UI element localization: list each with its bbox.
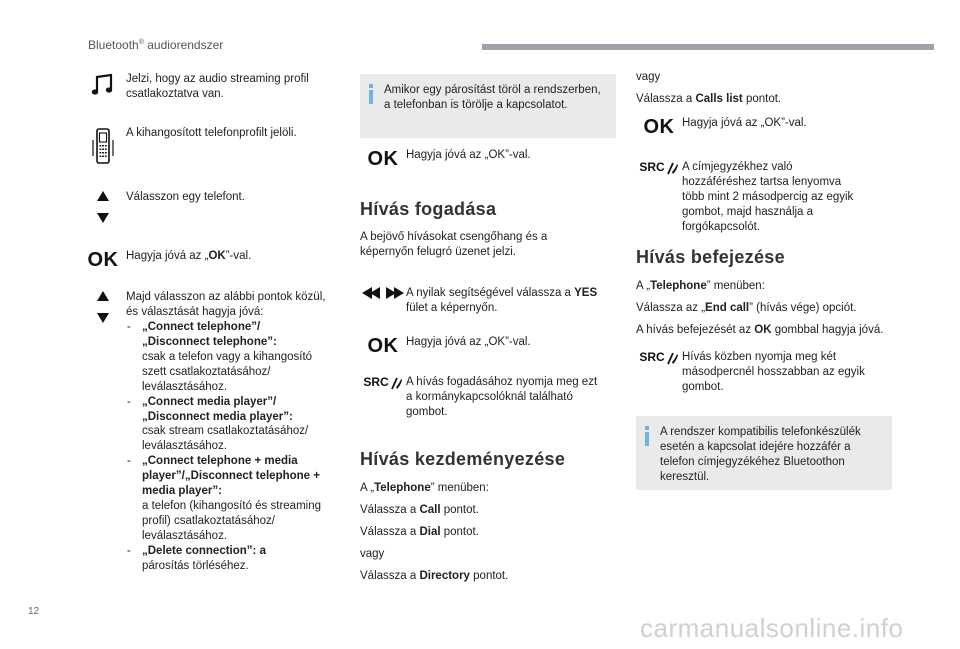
end-ok-pre: A hívás befejezését az: [636, 324, 755, 336]
info-icon: [368, 84, 374, 104]
src-row-2: [636, 160, 896, 235]
confirm-text: [126, 247, 336, 264]
arrows-yes: YES: [574, 287, 598, 299]
opt4-desc: párosítás törléséhez.: [142, 559, 249, 572]
receive-paragraph: A bejövő hívásokat csengőhang és a képernyőn felugró üzenet jelzi.: [360, 231, 548, 258]
dir-pre: Válassza a: [360, 570, 420, 582]
confirm-text: Hagyja jóvá az „OK”-val.: [406, 149, 531, 161]
watermark: carmanualsonline.info: [640, 613, 904, 643]
opt3-desc: a telefon (kihangosító és streaming profil) csatlakoztatásához/ leválasztásához.: [142, 500, 321, 542]
header-title: Bluetooth: [88, 38, 139, 52]
src-phone-icon: [360, 375, 406, 391]
end-post: ” (hívás vége) opciót.: [749, 302, 857, 314]
opt2-alt: „Disconnect media player”:: [142, 410, 293, 423]
confirm-text: Hagyja jóvá az „OK”-val.: [406, 336, 531, 348]
list-item: [126, 454, 326, 544]
confirm-row-2: [360, 146, 620, 172]
select-row: [80, 190, 350, 224]
dial-line: [360, 525, 479, 540]
end-bold: End call: [705, 302, 750, 314]
src-phone-icon: [636, 160, 682, 176]
opt1-title: „Connect telephone”/: [142, 320, 261, 333]
confirm-ok: OK: [208, 250, 226, 262]
src-phone-icon: [636, 350, 682, 366]
directory-line: [360, 569, 508, 584]
heading-end-call: Hívás befejezése: [636, 247, 785, 267]
info-box-pairing: [360, 74, 616, 138]
ok-label: OK: [87, 249, 119, 271]
ok-button-icon: [80, 247, 126, 273]
end-pre: Válassza az „: [636, 302, 706, 314]
arrows-pre: A nyilak segítségével válassza a: [406, 287, 575, 299]
arrows-row: [360, 286, 620, 316]
heading-start-call: Hívás kezdeményezése: [360, 449, 566, 469]
info-text: A rendszer kompatibilis telefonkészülék esetén a kapcsolat idejére hozzáfér a telefon címjegyzékéhez Bluetoothon keresztül.: [660, 426, 861, 483]
menu-telephone: Telephone: [650, 280, 707, 292]
ok-label: OK: [367, 148, 399, 170]
end-call-line: [636, 301, 857, 316]
menu-pre: A „: [636, 280, 651, 292]
dir-post: pontot.: [469, 570, 509, 582]
src-text: A hívás fogadásához nyomja meg ezt a kormánykapcsolóknál található gombot.: [406, 376, 598, 418]
ok-button-icon: [636, 114, 682, 140]
calls-pre: Válassza a: [636, 93, 696, 105]
src-text: A címjegyzékhez való hozzáféréshez tartsa lenyomva több mint 2 másodpercig az egyik gombot, majd használja a forgókapcsolót.: [682, 161, 854, 233]
menu-line: [360, 481, 489, 496]
dir-bold: Directory: [419, 570, 470, 582]
menu-telephone: Telephone: [374, 482, 431, 494]
ok-label: OK: [367, 335, 399, 357]
ok-label: OK: [643, 116, 675, 138]
up-down-arrows-icon: [80, 290, 126, 324]
call-bold: Call: [419, 504, 441, 516]
src-label: SRC: [363, 375, 389, 389]
options-block: [126, 290, 326, 574]
end-ok-line: [636, 323, 883, 338]
page-number: 12: [28, 606, 40, 617]
music-row: [80, 72, 350, 102]
phone-row: [80, 126, 350, 166]
confirm-row-1: [80, 247, 350, 273]
registered-mark: ®: [138, 39, 144, 46]
confirm-pre: Hagyja jóvá az „: [126, 250, 209, 262]
call-post: pontot.: [440, 504, 479, 516]
src-label: SRC: [639, 350, 665, 364]
call-pre: Válassza a: [360, 504, 420, 516]
dial-pre: Válassza a: [360, 526, 420, 538]
opt4-title: „Delete connection”: a: [142, 544, 266, 557]
options-list: [126, 320, 326, 574]
mobile-phone-icon: [80, 126, 126, 166]
phone-text: A kihangosított telefonprofilt jelöli.: [126, 127, 297, 139]
header-rule: [482, 44, 934, 50]
ok-button-icon: [360, 146, 406, 172]
list-item: [126, 544, 326, 574]
menu-post: ” menüben:: [706, 280, 765, 292]
end-ok-post: gombbal hagyja jóvá.: [771, 324, 884, 336]
info-box-phonebook: [636, 416, 892, 490]
confirm-post: ”-val.: [225, 250, 252, 262]
call-line: [360, 503, 479, 518]
confirm-row-3: [360, 333, 620, 359]
src-row-3: [636, 350, 896, 395]
menu-pre: A „: [360, 482, 375, 494]
calls-post: pontot.: [742, 93, 782, 105]
opt1-desc: csak a telefon vagy a kihangosító szett csatlakoztatásához/ leválasztásához.: [142, 350, 313, 393]
opt2-title: „Connect media player”/: [142, 395, 277, 408]
calls-bold: Calls list: [695, 93, 743, 105]
list-item: [126, 395, 326, 455]
ok-button-icon: [360, 333, 406, 359]
arrows-text: [406, 286, 606, 316]
menu-line-2: [636, 279, 765, 294]
menu-post: ” menüben:: [430, 482, 489, 494]
arrows-post: fület a képernyőn.: [406, 301, 498, 314]
dial-bold: Dial: [419, 526, 441, 538]
choose-intro: Majd válasszon az alábbi pontok közül, és választását hagyja jóvá:: [126, 291, 326, 318]
src-text: Hívás közben nyomja meg két másodpercnél hosszabban az egyik gombot.: [682, 351, 865, 393]
info-icon: [644, 426, 650, 446]
dial-post: pontot.: [440, 526, 479, 538]
music-text: Jelzi, hogy az audio streaming profil csatlakoztatva van.: [126, 73, 309, 100]
section-header: [88, 38, 223, 54]
music-note-icon: [80, 72, 126, 98]
select-text: Válasszon egy telefont.: [126, 191, 245, 203]
src-row-1: [360, 375, 620, 420]
or-line-2: vagy: [636, 71, 661, 83]
end-ok-bold: OK: [754, 324, 772, 336]
info-text: Amikor egy párosítást töröl a rendszerben, a telefonban is törölje a kapcsolatot.: [384, 84, 601, 111]
confirm-row-4: [636, 114, 896, 140]
left-right-arrows-icon: [360, 286, 406, 300]
list-item: [126, 320, 326, 395]
options-row: [80, 290, 350, 574]
calls-list-line: [636, 92, 781, 107]
opt1-alt: „Disconnect telephone”:: [142, 335, 277, 348]
or-line: vagy: [360, 548, 385, 560]
up-down-arrows-icon: [80, 190, 126, 224]
opt3-title: „Connect telephone + media player”/„Disconnect telephone + media player”:: [142, 455, 320, 498]
opt2-desc: csak stream csatlakoztatásához/ leválasztásához.: [142, 425, 309, 453]
confirm-text: Hagyja jóvá az „OK”-val.: [682, 117, 807, 129]
heading-receive-call: Hívás fogadása: [360, 199, 497, 219]
header-subtitle: audiorendszer: [143, 38, 224, 52]
src-label: SRC: [639, 160, 665, 174]
